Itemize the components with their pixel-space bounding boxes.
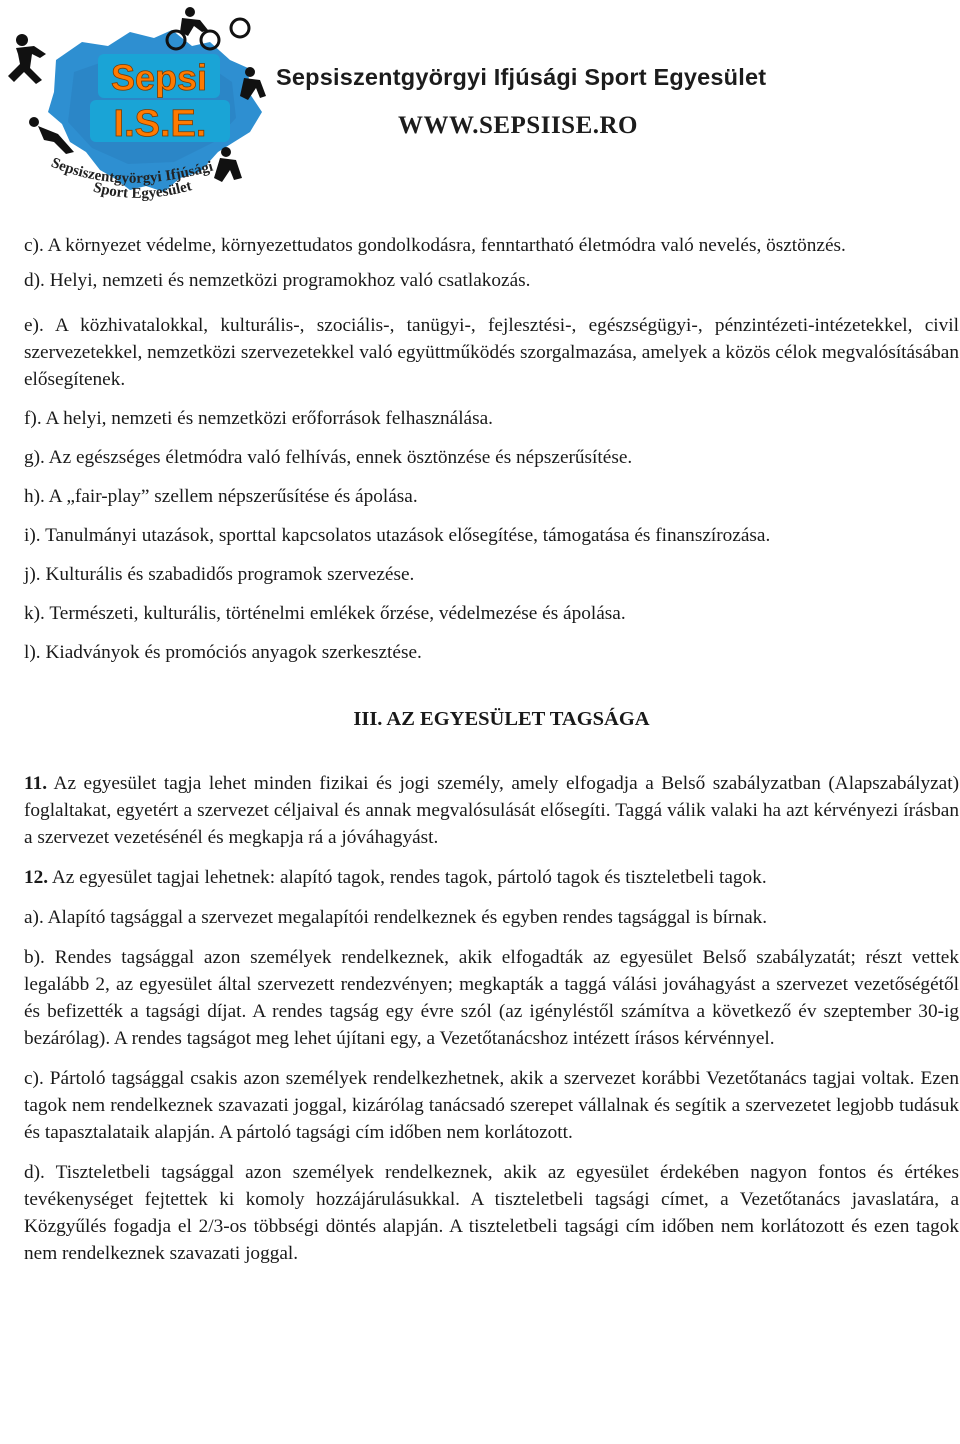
item-text: Helyi, nemzeti és nemzetközi programokhoz való csatlakozás. <box>49 270 531 291</box>
item-label: a). <box>24 907 44 928</box>
item-text: Tanulmányi utazások, sporttal kapcsolatos utazások elősegítése, támogatása és finanszírozása. <box>45 525 771 546</box>
organization-name: Sepsiszentgyörgyi Ifjúsági Sport Egyesület <box>276 64 767 90</box>
logo-text-top: Sepsi <box>110 57 208 98</box>
list-item <box>24 405 959 432</box>
article-number: 12. <box>24 867 49 888</box>
article-text: Az egyesület tagja lehet minden fizikai és jogi személy, amely elfogadja a Belső szabályzatban (Alapszabályzat) foglaltakat, egyetért a szervezet céljaival és annak megvalósulását elősegíti. Taggá válik valaki ha azt kérvényezi írásban a szervezet vezetésénél és megkapja rá a jóváhagyást. <box>24 773 960 848</box>
article-text: Az egyesület tagjai lehetnek: alapító tagok, rendes tagok, pártoló tagok és tiszteletbeli tagok. <box>51 867 767 888</box>
item-label: g). <box>24 447 45 468</box>
item-text: Pártoló tagsággal csakis azon személyek rendelkezhetnek, akik a szervezet korábbi Vezetőtanács tagjai voltak. Ezen tagok nem rendelkeznek szavazati joggal, kizárólag tanácsadó szerepet vállalnak és segítik a szervezetet legjobb tudásuk és tapasztalataik alapján. A pártoló tagsági cím időben nem korlátozott. <box>24 1068 960 1143</box>
list-item <box>24 267 959 294</box>
item-text: A közhivatalokkal, kulturális-, szociális-, tanügyi-, fejlesztési-, egészségügyi-, pénzintézeti-intézetekkel, civil szervezetekkel, nemzetközi szervezetekkel való együttműködés szorgalmazása, amelyek a közös célok megvalósításában elősegítenek. <box>24 315 959 390</box>
list-item <box>24 232 959 259</box>
item-text: Tiszteletbeli tagsággal azon személyek rendelkeznek, akik az egyesület érdekében nagyon fontos és értékes tevékenységet fejtettek ki komoly hozzájárulásukkal. A tiszteletbeli tagsági címet, a Vezetőtanács javaslatára, a Közgyűlés fogadja el 2/3-os többségi döntés alapján. A tiszteletbeli tagsági cím időben nem korlátozott és ezen tagok nem rendelkeznek szavazati joggal. <box>24 1162 959 1264</box>
list-item <box>24 312 959 393</box>
item-label: c). <box>24 1068 44 1089</box>
item-text: Kiadványok és promóciós anyagok szerkesztése. <box>45 642 422 663</box>
item-label: j). <box>24 564 41 585</box>
item-label: d). <box>24 270 45 291</box>
list-item <box>24 639 959 666</box>
list-item <box>24 483 959 510</box>
list-item <box>24 904 959 931</box>
logo-arc-text-2: Sport Egyesület <box>91 178 194 202</box>
list-item <box>24 1159 959 1267</box>
letterhead <box>0 0 960 215</box>
item-text: A környezet védelme, környezettudatos gondolkodásra, fenntartható életmódra való nevelés, ösztönzés. <box>47 235 846 256</box>
list-item <box>24 944 959 1052</box>
list-item <box>24 444 959 471</box>
item-label: l). <box>24 642 41 663</box>
item-text: Kulturális és szabadidős programok szervezése. <box>45 564 415 585</box>
article-11 <box>24 770 959 851</box>
item-label: h). <box>24 486 45 507</box>
organization-website: WWW.SEPSIISE.RO <box>398 112 638 139</box>
section-title: III. AZ EGYESÜLET TAGSÁGA <box>353 708 650 730</box>
list-item <box>24 522 959 549</box>
logo-arc-text-1: Sepsiszentgyörgyi Ifjúsági <box>48 154 215 187</box>
article-number: 11. <box>24 773 48 794</box>
item-label: e). <box>24 315 44 336</box>
item-text: A helyi, nemzeti és nemzetközi erőforrások felhasználása. <box>45 408 494 429</box>
logo-text-bottom: I.S.E. <box>113 103 207 145</box>
list-item <box>24 600 959 627</box>
item-text: Természeti, kulturális, történelmi emlékek őrzése, védelmezése és ápolása. <box>49 603 626 624</box>
item-label: k). <box>24 603 45 624</box>
document-body <box>24 232 959 1267</box>
item-text: Az egészséges életmódra való felhívás, ennek ösztönzése és népszerűsítése. <box>48 447 633 468</box>
item-label: d). <box>24 1162 45 1183</box>
item-label: b). <box>24 947 45 968</box>
list-item <box>24 1065 959 1146</box>
item-label: f). <box>24 408 42 429</box>
article-12 <box>24 864 959 891</box>
list-item <box>24 561 959 588</box>
item-label: c). <box>24 235 44 256</box>
item-label: i). <box>24 525 41 546</box>
item-text: A „fair-play” szellem népszerűsítése és ápolása. <box>48 486 418 507</box>
club-logo <box>4 2 272 210</box>
item-text: Rendes tagsággal azon személyek rendelkeznek, akik elfogadták az egyesület Belső szabályzatát; részt vettek legalább 2, az egyesület által szervezett rendezvényen; megkapták a taggá válási jováhagyást a szervezet vezetőségétől és befizették a tagsági díjat. A rendes tagság egy évre szól (az igényléstől számítva a következő év szeptember 30-ig bezárólag). A rendes tagságot meg lehet újítani egy, a Vezetőtanácshoz intézett írásos kérvénnyel. <box>24 947 959 1049</box>
item-text: Alapító tagsággal a szervezet megalapítói rendelkeznek és egyben rendes tagsággal is bírnak. <box>47 907 768 928</box>
